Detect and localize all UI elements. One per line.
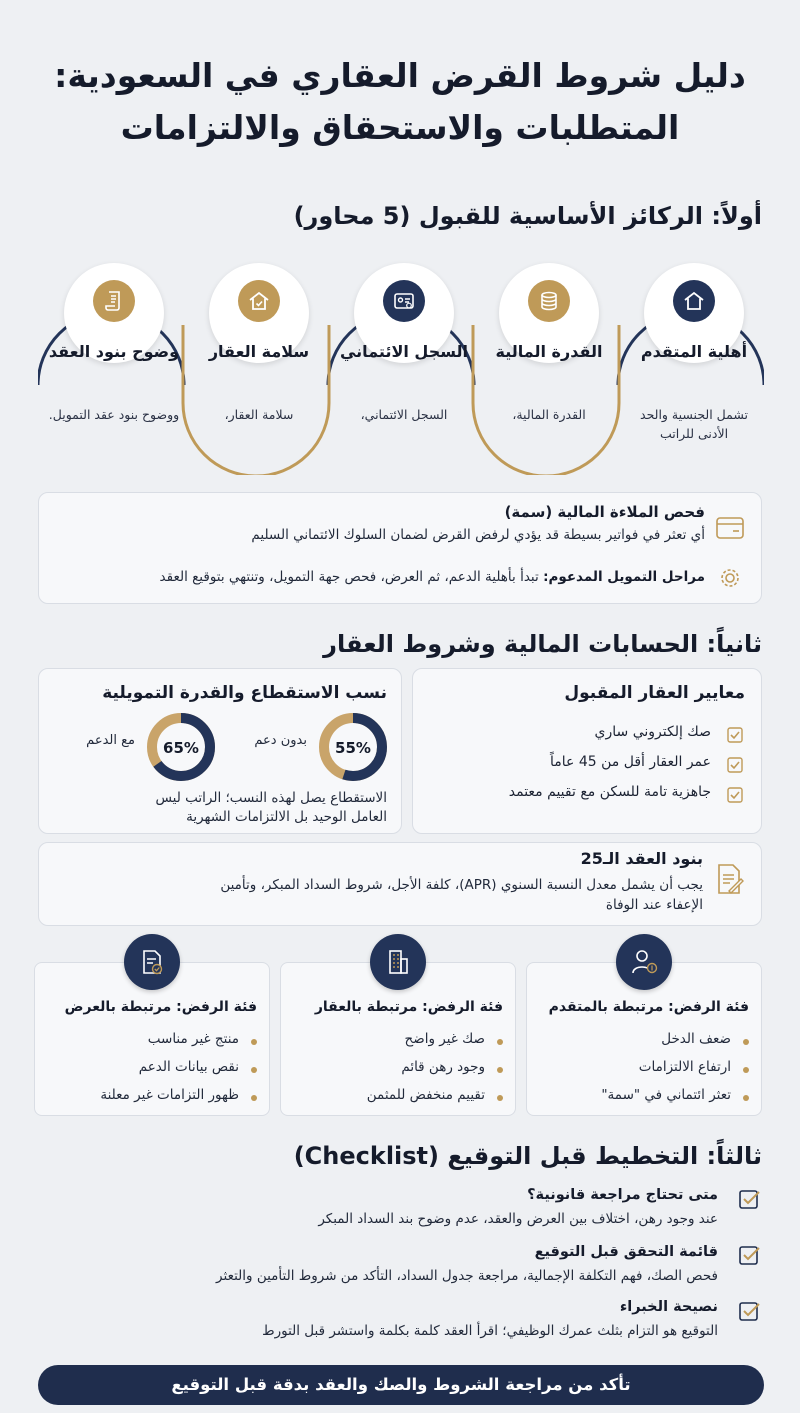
pillars-row [38,255,764,475]
pillar-property-soundness [189,255,329,475]
section2-heading: ثانياً: الحسابات المالية وشروط العقار [323,630,762,658]
rejection-item: نقص بيانات الدعم [138,1059,239,1075]
checklist-item-title: نصيحة الخبراء [619,1299,718,1315]
without-support-label: بدون دعم [254,733,307,748]
pillar-title: وضوح بنود العقد [48,342,180,361]
gear-icon [715,563,745,593]
contract-card [38,842,762,926]
house-icon [673,280,715,322]
pillar-desc: القدرة المالية، [512,407,586,422]
rejection-item: تعثر ائتماني في "سمة" [601,1087,731,1103]
pillar-desc: ووضوح بنود عقد التمويل. [48,407,180,422]
checklist-item-title: قائمة التحقق قبل التوقيع [534,1244,718,1260]
pillar-desc: السجل الائتماني، [360,407,448,422]
criteria-card [412,668,762,834]
checkbox-icon [727,787,743,803]
credit-card-icon [715,513,745,543]
simah-title: فحص الملاءة المالية (سمة) [504,503,705,521]
footer-banner: تأكد من مراجعة الشروط والصك والعقد بدقة قبل التوقيع [38,1365,764,1405]
rejection-item: منتج غير مناسب [147,1031,239,1047]
ratios-title: نسب الاستقطاع والقدرة التمويلية [102,683,387,703]
document-check-icon [124,934,180,990]
person-money-icon [616,934,672,990]
checklist-item-title: متى تحتاج مراجعة قانونية؟ [527,1187,718,1203]
page-title: دليل شروط القرض العقاري في السعودية: المتطلبات والاستحقاق والالتزامات [54,56,746,147]
rejection-item: صك غير واضح [404,1031,485,1047]
pillar-title: السجل الائتماني [339,342,469,361]
stages-text: تبدأ بأهلية الدعم، ثم العرض، فحص جهة التمويل، وتنتهي بتوقيع العقد [159,569,539,585]
svg-text:55%: 55% [335,739,371,757]
donut-without-support [317,711,389,783]
section1-heading: أولاً: الركائز الأساسية للقبول (5 محاور) [293,202,762,230]
svg-text:65%: 65% [163,739,199,757]
house-check-icon [238,280,280,322]
building-icon [370,934,426,990]
pillar-title: أهلية المتقدم [640,342,748,361]
stages-label: مراحل التمويل المدعوم: [543,569,705,585]
checkbox-icon [727,727,743,743]
pillar-contract-clarity [44,255,184,475]
checklist-item-text: فحص الصك، فهم التكلفة الإجمالية، مراجعة جدول السداد، التأكد من شروط التأمين والتعثر [216,1268,718,1284]
checklist-item-text: التوقيع هو التزام بثلث عمرك الوظيفي؛ اقرأ العقد كلمة بكلمة واستشر قبل التورط [262,1323,718,1339]
coins-icon [528,280,570,322]
pillar-title: القدرة المالية [495,342,603,361]
criteria-title: معايير العقار المقبول [564,683,745,703]
ratios-card [38,668,402,834]
checkbox-icon [727,757,743,773]
rejection-item: ارتفاع الالتزامات [638,1059,731,1075]
criteria-item: صك إلكتروني ساري [594,724,711,740]
rejection-item: تقييم منخفض للمثمن [366,1087,485,1103]
rejection-item: ظهور التزامات غير معلنة [100,1087,239,1103]
rejection-card-applicant: فئة الرفض: مرتبطة بالمتقدم ضعف الدخل ارتفاع الالتزامات تعثر ائتماني في "سمة" [526,962,762,1116]
pillar-desc: سلامة العقار، [224,407,294,422]
section3-heading: ثالثاً: التخطيط قبل التوقيع (Checklist) [293,1142,762,1170]
pillar-financial-capacity [479,255,619,475]
checklist-item-text: عند وجود رهن، اختلاف بين العرض والعقد، عدم وضوح بند السداد المبكر [318,1211,718,1227]
ratios-note: الاستقطاع يصل لهذه النسب؛ الراتب ليس العامل الوحيد بل الالتزامات الشهرية [155,790,387,825]
rejection-card-property: فئة الرفض: مرتبطة بالعقار صك غير واضح وجود رهن قائم تقييم منخفض للمثمن [280,962,516,1116]
document-pen-icon [713,861,747,899]
pillar-desc: تشمل الجنسية والحد الأدنى للراتب [640,407,748,441]
checkbox-checked-icon [738,1188,762,1212]
criteria-item: عمر العقار أقل من 45 عاماً [549,754,711,770]
contract-title: بنود العقد الـ25 [580,849,703,868]
contract-text: يجب أن يشمل معدل النسبة السنوي (APR)، كلفة الأجل، شروط السداد المبكر، وتأمين الإعفاء عند الوفاة [220,877,703,913]
donut-with-support [145,711,217,783]
id-card-icon [383,280,425,322]
rejection-item: ضعف الدخل [661,1031,731,1047]
with-support-label: مع الدعم [86,733,135,748]
rejection-card-offer: فئة الرفض: مرتبطة بالعرض منتج غير مناسب نقص بيانات الدعم ظهور التزامات غير معلنة [34,962,270,1116]
checkbox-checked-icon [738,1300,762,1324]
pillar-applicant-eligibility [624,255,764,475]
rejection-item: وجود رهن قائم [401,1059,485,1075]
simah-card [38,492,762,604]
pillar-credit-record [334,255,474,475]
pillar-title: سلامة العقار [208,342,310,361]
scroll-icon [93,280,135,322]
simah-text: أي تعثر في فواتير بسيطة قد يؤدي لرفض القرض لضمان السلوك الائتماني السليم [251,527,705,543]
criteria-item: جاهزية تامة للسكن مع تقييم معتمد [508,784,711,800]
checkbox-checked-icon [738,1244,762,1268]
